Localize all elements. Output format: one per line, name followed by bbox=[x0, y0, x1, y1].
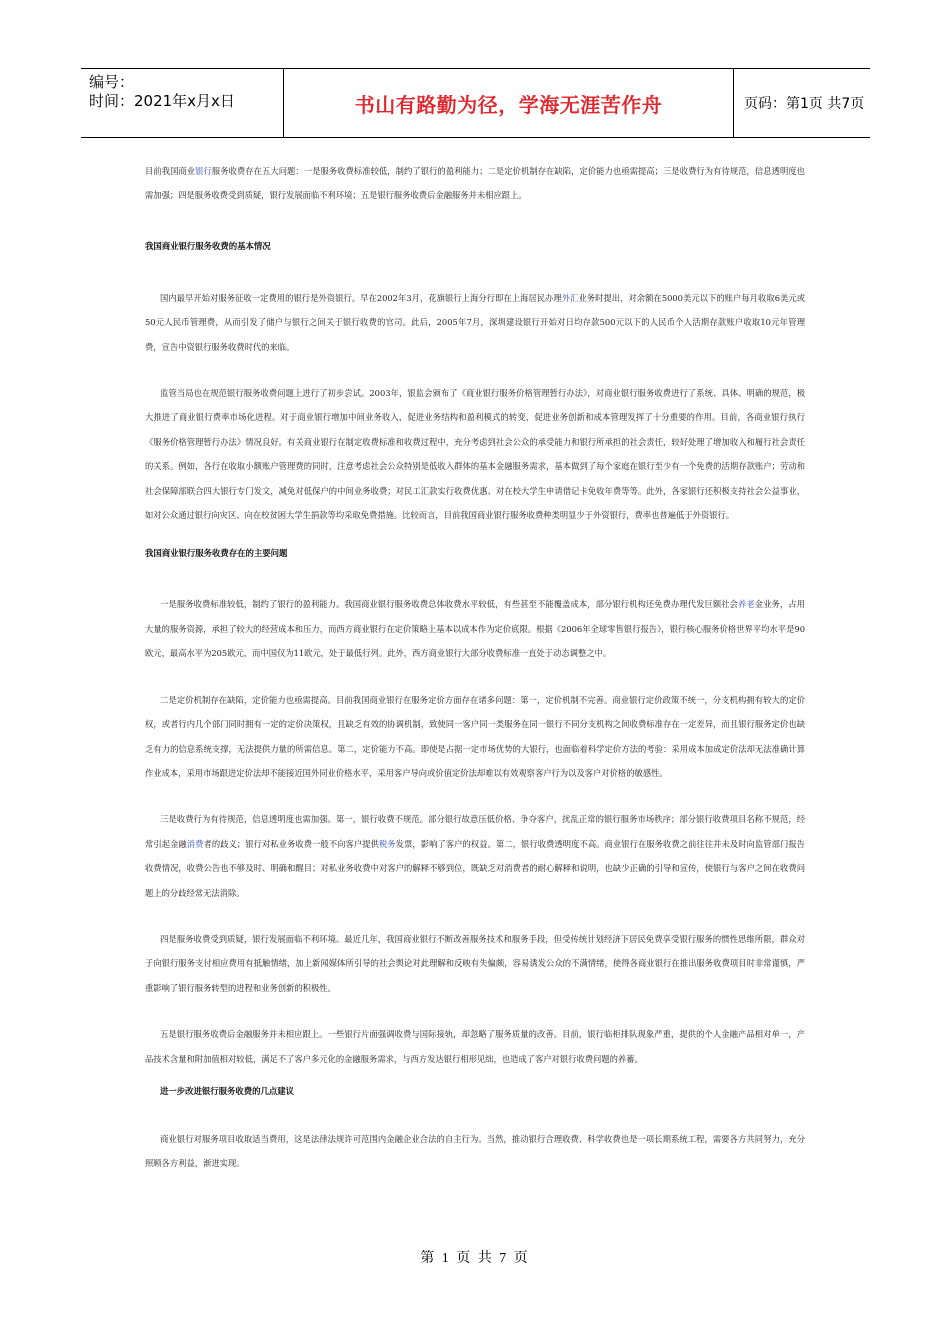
page-header bbox=[81, 68, 870, 138]
section-heading-suggestions: 进一步改进银行服务收费的几点建议 bbox=[160, 1085, 294, 1096]
document-body bbox=[145, 159, 805, 1176]
paragraph-problem-1: 一是服务收费标准较低，制约了银行的盈利能力。我国商业银行服务收费总体收费水平较低，有些甚至不能覆盖成本，部分银行机构还免费办理代发巨额社会养老金业务，占用大量的服务资源，承担了较大的经营成本和压力，而西方商业银行在定价策略上基本以成本作为定价底限。根据《2006年全球零售银行报告》，银行核心服务价格世界平均水平是90欧元，最高水平为205欧元，而中国仅为11欧元，处于最低行列。此外，西方商业银行大部分收费标准一直处于动态调整之中。 bbox=[145, 599, 805, 659]
link-forex[interactable]: 外汇 bbox=[561, 292, 579, 303]
header-page-info: 页码：第1页 共7页 bbox=[744, 96, 865, 112]
paragraph-problem-3: 三是收费行为有待规范，信息透明度也需加强。第一，银行收费不规范。部分银行故意压低价格、争夺客户，扰乱正常的银行服务市场秩序；部分银行收费项目名称不规范，经常引起金融消费者的歧义；银行对私业务收费一般不向客户提供税务发票，影响了客户的权益。第二，银行收费透明度不高。商业银行在服务收费之前往往并未及时向监管部门报告收费情况，收费公告也不够及时、明确和醒目；对私业务收费中对客户的解释不够到位，既缺乏对消费者的耐心解释和说明，也缺少正确的引导和宣传，使银行与客户之间在收费问题上的分歧经常无法消除。 bbox=[145, 814, 805, 898]
link-pension[interactable]: 养老 bbox=[738, 599, 755, 610]
link-bank[interactable]: 银行 bbox=[195, 166, 212, 176]
paragraph-problem-2: 二是定价机制存在缺陷，定价能力也亟需提高。目前我国商业银行在服务定价方面存在诸多问题：第一，定价机制不完善。商业银行定价政策不统一，分支机构拥有较大的定价权，或者行内几个部门同时拥有一定的定价决策权，且缺乏有效的协调机制，致使同一客户同一类服务在同一银行不同分支机构之间收费标准存在一定差异，而且银行服务定价也缺乏有力的信息系统支撑，无法提供力量的所需信息。第二，定价能力不高。即使是占据一定市场优势的大银行，也面临着科学定价方法的考验：采用成本加成定价法却无法准确计算作业成本，采用市场跟进定价法却不能接近国外同业价格水平，采用客户导向或价值定价法却难以有效观察客户行为以及客户对价格的敏感性。 bbox=[145, 694, 805, 778]
paragraph-problem-5: 五是银行服务收费后金融服务并未相应跟上。一些银行片面强调收费与国际接轨，却忽略了服务质量的改善。目前，银行临柜排队现象严重，提供的个人金融产品相对单一，产品技术含量和附加值相对较低，满足不了客户多元化的金融服务需求，与西方发达银行相形见绌，也造成了客户对银行收费问题的养蓄。 bbox=[145, 1029, 805, 1064]
header-meta bbox=[81, 69, 283, 137]
header-motto: 书山有路勤为径，学海无涯苦作舟 bbox=[283, 69, 734, 137]
paragraph-basic-1: 国内最早开始对服务征收一定费用的银行是外资银行。早在2002年3月，花旗银行上海分行即在上海居民办理外汇业务时提出，对余额在5000美元以下的账户每月收取6美元或50元人民币管理费，从而引发了储户与银行之间关于银行收费的官司。此后，2005年7月，深圳建设银行开始对日均存款500元以下的人民币个人活期存款账户收取10元年管理费，宣告中资银行服务收费时代的来临。 bbox=[145, 292, 805, 352]
paragraph-suggestion-1: 商业银行对服务项目收取适当费用，这是法律法规许可范围内金融企业合法的自主行为。当然，推动银行合理收费、科学收费也是一项长期系统工程，需要各方共同努力，充分照顾各方利益，渐进实现。 bbox=[145, 1133, 805, 1169]
link-consumption[interactable]: 消费 bbox=[186, 838, 204, 849]
page-footer: 第 1 页 共 7 页 bbox=[420, 1251, 530, 1266]
section-heading-problems: 我国商业银行服务收费存在的主要问题 bbox=[145, 548, 288, 559]
paragraph-basic-2: 监管当局也在规范银行服务收费问题上进行了初步尝试。2003年，银监会颁布了《商业银行服务价格管理暂行办法》，对商业银行服务收费进行了系统、具体、明确的规范，极大推进了商业银行费率市场化进程。对于商业银行增加中间业务收入，促进业务结构和盈利模式的转变，促进业务创新和成本管理发挥了十分重要的作用。目前，各商业银行执行《服务价格管理暂行办法》情况良好。有关商业银行在制定收费标准和收费过程中，充分考虑到社会公众的承受能力和银行所承担的社会责任，较好处理了增加收入和履行社会责任的关系。例如，各行在收取小额账户管理费的同时，注意考虑社会公众特别是低收入群体的基本金融服务需求，基本做到了每个家庭在银行至少有一个免费的活期存款账户；劳动和社会保障部联合四大银行专门发文，减免对低保户的中间业务收费；对民工汇款实行收费优惠、对在校大学生申请借记卡免收年费等等。此外，各家银行还积极支持社会公益事业，如对公众通过银行向灾区、向在校贫困大学生捐款等均采取免费措施。比较而言，目前我国商业银行服务收费种类明显少于外资银行，费率也普遍低于外资银行。 bbox=[145, 388, 805, 521]
paragraph-problem-4: 四是服务收费受到质疑，银行发展面临不利环境。最近几年，我国商业银行不断改善服务技术和服务手段，但受传统计划经济下居民免费享受银行服务的惯性思维所限，群众对于向银行服务支付相应费用有抵触情绪，加上新闻媒体所引导的社会舆论对此理解和反映有失偏颇，容易诱发公众的不满情绪，使得各商业银行在推出服务收费项目时非常谨慎，严重影响了银行服务转型的进程和业务创新的积极性。 bbox=[145, 933, 805, 993]
document-number-label: 编号： bbox=[89, 73, 135, 91]
intro-paragraph: 目前我国商业银行服务收费存在五大问题：一是服务收费标准较低，制约了银行的盈利能力；二是定价机制存在缺陷，定价能力也亟需提高；三是收费行为有待规范，信息透明度也需加强；四是服务收费受到质疑，银行发展面临不利环境；五是银行服务收费后金融服务并未相应跟上。 bbox=[145, 166, 805, 201]
section-heading-basic: 我国商业银行服务收费的基本情况 bbox=[145, 240, 271, 251]
link-tax[interactable]: 税务 bbox=[378, 838, 396, 849]
document-time-label: 时间：2021年x月x日 bbox=[89, 92, 235, 110]
